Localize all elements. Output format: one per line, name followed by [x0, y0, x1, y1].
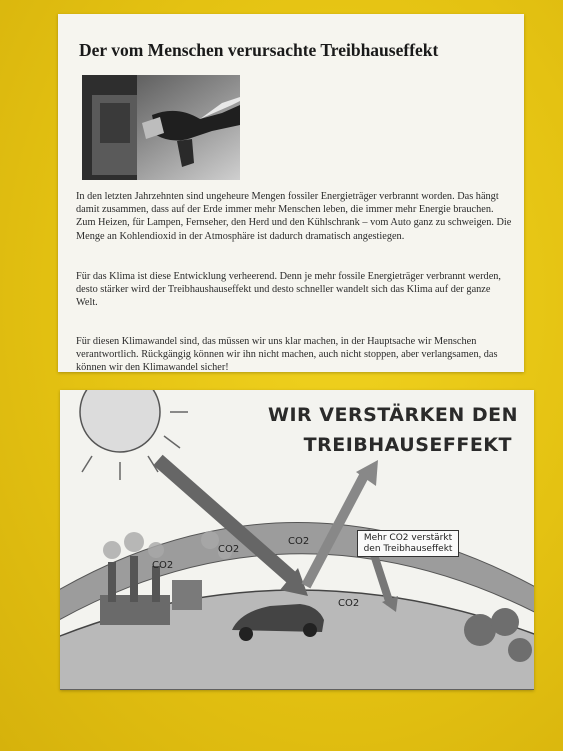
callout-line-1: Mehr CO2 verstärkt — [363, 533, 453, 543]
article-sheet — [58, 14, 524, 372]
co2-label: CO2 — [288, 536, 310, 547]
greenhouse-illustration-sheet — [60, 390, 534, 690]
co2-label: CO2 — [338, 598, 360, 609]
illustration-heading-line-1: WIR VERSTÄRKEN DEN — [268, 404, 518, 426]
co2-label: CO2 — [218, 544, 240, 555]
article-paragraph-2: Für das Klima ist diese Entwicklung verheerend. Denn je mehr fossile Energieträger verbrannt werden, desto stärker wird der Treibhaushauseffekt und desto schneller wandelt sich das Klima auf der ganze Welt. — [76, 271, 501, 309]
co2-callout-box — [357, 530, 459, 557]
illustration-heading-line-2: TREIBHAUSEFFEKT — [303, 434, 512, 456]
fuel-nozzle-photo — [82, 75, 240, 180]
article-paragraph-3: Für diesen Klimawandel sind, das müssen wir uns klar machen, in der Hauptsache wir Menschen verantwortlich. Rückgängig können wir ihn nicht machen, auch nicht stoppen, aber verlangsamen, das können wir den Klimawandel sicher! — [76, 336, 498, 374]
callout-line-2: den Treibhauseffekt — [363, 543, 453, 554]
article-title: Der vom Menschen verursachte Treibhauseffekt — [79, 40, 439, 60]
article-paragraph-1: In den letzten Jahrzehnten sind ungeheure Mengen fossiler Energieträger verbrannt worden. Das hängt damit zusammen, dass auf der Erde immer mehr Menschen leben, die immer mehr Energie brauchen. Zum Heizen, für Lampen, Fernseher, den Herd und den Kühlschrank – vom Auto ganz zu schweigen. Die Menge an Kohlendioxid in der Atmosphäre ist dadurch dramatisch angestiegen. — [76, 191, 512, 242]
co2-label: CO2 — [152, 560, 174, 571]
fuel-nozzle-image — [82, 75, 240, 180]
